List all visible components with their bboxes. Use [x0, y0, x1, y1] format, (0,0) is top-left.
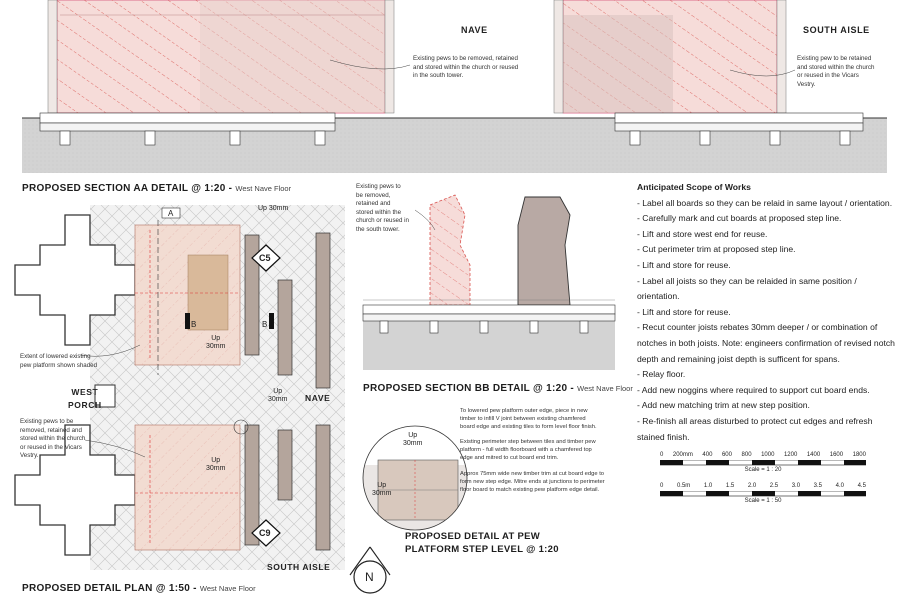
section-bb-title: PROPOSED SECTION BB DETAIL @ 1:20 - West Nave Floor — [363, 383, 633, 394]
nave-label-aa: NAVE — [461, 25, 488, 35]
tag-c5: C5 — [259, 253, 271, 263]
plan-pews-note: Existing pews to be removed, retained and stored within the church or reused in the Vicars Vestry. — [20, 418, 86, 460]
scalebar-1-50: 0 0.5m 1.0 1.5 2.0 2.5 3.0 3.5 4.0 4.5 Scale = 1 : 50 — [660, 483, 866, 504]
scope-item: orientation. — [637, 291, 680, 302]
section-marker-a: A — [168, 209, 174, 218]
section-marker-b1: B — [191, 320, 197, 329]
retained-pew — [518, 197, 570, 305]
section-aa-title: PROPOSED SECTION AA DETAIL @ 1:20 - West Nave Floor — [22, 183, 292, 194]
south-aisle-label-plan: SOUTH AISLE — [267, 562, 331, 572]
scope-item: - Label all boards so they can be relaid in same layout / orientation. — [637, 197, 893, 208]
scope-item: - Lift and store west end for reuse. — [637, 228, 768, 239]
detail-note-1: To lowered pew platform outer edge, piece in new timber to infill V joint between existing chamfered board edge and existing tiles to form level floor finish. — [460, 408, 597, 430]
detail-plan-title: PROPOSED DETAIL PLAN @ 1:50 - West Nave Floor — [22, 583, 256, 594]
scope-of-works — [637, 180, 897, 445]
up-detail-a: Up 30mm — [403, 432, 423, 447]
scalebar-1-20: 0 200mm 400 600 800 1000 1200 1400 1600 1800 Scale = 1 : 20 — [660, 452, 866, 473]
nave-pews-note: Existing pews to be removed, retained and stored within the church or reused in the south tower. — [413, 55, 519, 80]
section-aa-drawing — [0, 0, 900, 185]
up-mid-label: Up 30mm — [206, 335, 226, 350]
up-top-label: Up 30mm — [258, 205, 289, 212]
scope-item: - Re-finish all areas disturbed to protect cut edges and refresh — [637, 415, 873, 426]
tag-c9: C9 — [259, 528, 271, 538]
south-aisle-label-aa: SOUTH AISLE — [803, 25, 870, 35]
up-low-label: Up 30mm — [206, 457, 226, 472]
aisle-pew-note: Existing pew to be retained and stored within the church or reused in the Vicars Vestry. — [797, 55, 875, 88]
scope-item: - Relay floor. — [637, 369, 686, 380]
scope-item: - Carefully mark and cut boards at proposed step line. — [637, 213, 842, 224]
scope-item: - Recut counter joists rebates 30mm deeper / or combination of — [637, 322, 878, 333]
west-porch-label: WEST PORCH — [68, 387, 102, 410]
section-marker-b2: B — [262, 320, 268, 329]
up-nave-label: Up 30mm — [268, 388, 288, 403]
scope-item: depth and remaining joist depth is sufficent for spans. — [637, 353, 840, 364]
scope-item: - Add new noggins where required to support cut board ends. — [637, 384, 870, 395]
detail-plan-drawing — [0, 195, 360, 580]
scope-item: - Lift and store for reuse. — [637, 259, 731, 270]
detail-note-3: Approx 75mm wide new timber trim at cut board edge to form new step edge. Mitre ends at junctions to perimeter floor board to match existing pew platform edge detail. — [460, 471, 605, 493]
scope-item: - Add new matching trim at new step position. — [637, 400, 810, 411]
scope-item: notches in both joists. Note: engineers confirmation of revised notch — [637, 337, 895, 348]
scope-item: - Cut perimeter trim at proposed step line. — [637, 244, 796, 255]
up-detail-b: Up 30mm — [372, 482, 392, 497]
scope-item: - Label all joists so they can be relaided in same position / — [637, 275, 857, 286]
pew-detail-title: PROPOSED DETAIL AT PEW PLATFORM STEP LEVEL @ 1:20 — [405, 531, 559, 555]
scope-item: - Lift and store for reuse. — [637, 306, 731, 317]
section-bb-note: Existing pews to be removed, retained and stored within the church or reused in the south tower. — [356, 183, 409, 233]
detail-note-2: Existing perimeter step between tiles and timber pew platform - full width floorboard with a chamfered top edge and mitred to cut board end trim. — [460, 439, 596, 461]
nave-label-plan: NAVE — [305, 393, 331, 403]
scope-item: stained finish. — [637, 431, 690, 442]
scope-heading: Anticipated Scope of Works — [637, 182, 751, 192]
north-label: N — [365, 570, 374, 584]
extent-note: Extent of lowered existing pew platform shown shaded — [20, 353, 98, 369]
